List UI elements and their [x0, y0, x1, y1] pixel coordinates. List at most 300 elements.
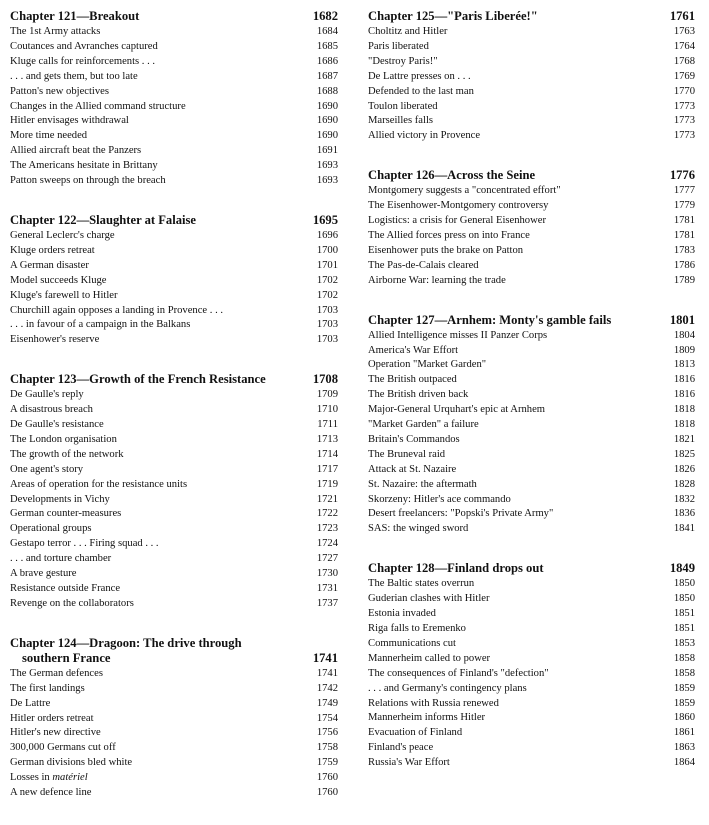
toc-entry	[368, 329, 695, 344]
toc-entry	[10, 597, 338, 612]
entry-page-number: 1858	[673, 667, 695, 679]
entry-text-part: Kluge's farewell to Hitler	[10, 289, 118, 301]
toc-entry	[10, 493, 338, 508]
entry-text-part: Desert freelancers: "Popski's Private Army"	[368, 508, 554, 520]
entry-page-number: 1756	[316, 727, 338, 739]
entry-text	[368, 652, 490, 667]
toc-entry	[10, 274, 338, 289]
toc-entry	[368, 493, 695, 508]
entry-text	[368, 493, 511, 508]
toc-entry	[10, 537, 338, 552]
chapter-title: Chapter 128—Finland drops out	[368, 561, 544, 576]
entry-page-number: 1859	[673, 697, 695, 709]
right-column	[368, 9, 695, 795]
toc-entry	[368, 697, 695, 712]
entry-page-number: 1764	[673, 40, 695, 52]
entry-text	[368, 129, 480, 144]
entry-text-part: Mannerheim informs Hitler	[368, 712, 486, 724]
entry-text	[368, 667, 549, 682]
toc-entry	[10, 174, 338, 189]
entry-text-part: Major-General Urquhart's epic at Arnhem	[368, 404, 546, 416]
entry-page-number: 1727	[316, 553, 338, 565]
entry-page-number: 1818	[673, 404, 695, 416]
entry-text	[10, 25, 100, 40]
chapter-title: Chapter 121—Breakout	[10, 9, 140, 23]
chapter-heading	[10, 9, 338, 24]
toc-entry	[368, 433, 695, 448]
entry-page-number: 1749	[316, 697, 338, 709]
chapter-page-number: 1761	[669, 9, 695, 23]
entry-text	[368, 756, 450, 771]
toc-entry	[368, 622, 695, 637]
entry-list	[10, 25, 338, 189]
entry-text	[368, 711, 485, 726]
entry-text-part: A new defence line	[10, 787, 92, 799]
entry-text-part: The German defences	[10, 667, 103, 679]
entry-text	[10, 667, 103, 682]
entry-text	[10, 712, 94, 727]
toc-entry	[10, 771, 338, 786]
entry-page-number: 1804	[673, 329, 695, 341]
entry-text	[10, 478, 187, 493]
entry-text-part: Gestapo terror . . . Firing squad . . .	[10, 538, 159, 550]
chapter-title: Chapter 123—Growth of the French Resistance	[10, 372, 266, 387]
toc-entry	[10, 567, 338, 582]
entry-page-number: 1690	[316, 115, 338, 127]
entry-text-part: The Allied forces press on into France	[368, 229, 530, 241]
chapter-title: Chapter 122—Slaughter at Falaise	[10, 212, 196, 227]
chapter-section	[368, 313, 695, 538]
toc-entry	[10, 448, 338, 463]
entry-text	[10, 552, 111, 567]
entry-text-part: The Bruneval raid	[368, 448, 446, 460]
entry-text-part: The 1st Army attacks	[10, 26, 101, 37]
entry-page-number: 1836	[673, 508, 695, 520]
entry-text	[10, 333, 99, 348]
toc-entry	[10, 229, 338, 244]
entry-text-part: St. Nazaire: the aftermath	[368, 478, 477, 490]
entry-page-number: 1742	[316, 682, 338, 694]
entry-text	[10, 85, 109, 100]
entry-text	[368, 259, 479, 274]
chapter-section	[368, 168, 695, 288]
entry-page-number: 1702	[316, 274, 338, 286]
entry-page-number: 1737	[316, 597, 338, 609]
toc-entry	[368, 448, 695, 463]
entry-text-part: . . . and gets them, but too late	[10, 70, 138, 82]
entry-page-number: 1828	[673, 478, 695, 490]
toc-entry	[368, 418, 695, 433]
entry-text	[10, 741, 116, 756]
toc-entry	[10, 70, 338, 85]
entry-text	[368, 463, 456, 478]
toc-entry	[368, 85, 695, 100]
entry-text-part: Toulon liberated	[368, 100, 438, 112]
entry-page-number: 1684	[316, 26, 338, 37]
entry-page-number: 1859	[673, 682, 695, 694]
entry-text	[368, 388, 468, 403]
entry-text-part: A German disaster	[10, 259, 89, 271]
entry-text	[368, 507, 553, 522]
entry-page-number: 1850	[673, 578, 695, 590]
chapter-heading	[10, 213, 338, 228]
toc-entry	[10, 304, 338, 319]
entry-page-number: 1685	[316, 40, 338, 52]
entry-page-number: 1809	[673, 344, 695, 356]
toc-entry	[10, 403, 338, 418]
entry-text-part: "Market Garden" a failure	[368, 419, 479, 431]
toc-entry	[368, 522, 695, 537]
toc-entry	[10, 55, 338, 70]
entry-text	[10, 259, 89, 274]
entry-page-number: 1700	[316, 244, 338, 256]
entry-text	[10, 55, 155, 70]
entry-text	[368, 229, 530, 244]
entry-text-part: Kluge orders retreat	[10, 244, 95, 256]
entry-page-number: 1703	[316, 334, 338, 346]
entry-text-part: Patton sweeps on through the breach	[10, 175, 166, 187]
toc-entry	[368, 741, 695, 756]
entry-text	[10, 174, 166, 189]
chapter-section	[10, 9, 338, 189]
entry-text	[10, 537, 159, 552]
toc-entry	[10, 433, 338, 448]
chapter-page-number: 1708	[312, 372, 338, 387]
entry-page-number: 1789	[673, 274, 695, 286]
toc-entry	[368, 229, 695, 244]
entry-text	[10, 388, 84, 403]
toc-entry	[10, 129, 338, 144]
entry-text-part: The first landings	[10, 682, 85, 694]
entry-text-part: Attack at St. Nazaire	[368, 463, 457, 475]
toc-entry	[368, 652, 695, 667]
entry-page-number: 1693	[316, 175, 338, 187]
chapter-section	[10, 213, 338, 348]
toc-entry	[10, 522, 338, 537]
entry-text	[368, 344, 458, 359]
entry-text	[368, 448, 445, 463]
entry-text-part: Riga falls to Eremenko	[368, 623, 466, 634]
entry-page-number: 1850	[673, 593, 695, 605]
chapter-page-number: 1695	[312, 212, 338, 227]
toc-entry	[10, 259, 338, 274]
toc-entry	[10, 333, 338, 348]
entry-text-part: Logistics: a crisis for General Eisenhower	[368, 215, 546, 227]
toc-entry	[10, 244, 338, 259]
entry-page-number: 1754	[316, 712, 338, 724]
toc-entry	[368, 25, 695, 40]
entry-text-part: German divisions bled white	[10, 757, 133, 769]
chapter-title: Chapter 127—Arnhem: Monty's gamble fails	[368, 312, 612, 327]
toc-entry	[368, 711, 695, 726]
entry-page-number: 1688	[316, 85, 338, 97]
entry-text	[368, 114, 433, 129]
toc-entry	[368, 184, 695, 199]
entry-page-number: 1826	[673, 463, 695, 475]
entry-page-number: 1691	[316, 145, 338, 157]
entry-text-part: The Baltic states overrun	[368, 578, 475, 590]
entry-page-number: 1696	[316, 229, 338, 241]
chapter-title-line: southern France	[22, 650, 111, 665]
entry-text	[368, 329, 547, 344]
toc-entry	[368, 592, 695, 607]
entry-text-part: De Gaulle's reply	[10, 389, 84, 401]
entry-page-number: 1768	[673, 55, 695, 67]
entry-text	[368, 199, 548, 214]
entry-text-part: The Eisenhower-Montgomery controversy	[368, 200, 549, 212]
entry-text-part: Skorzeny: Hitler's ace commando	[368, 493, 511, 505]
entry-list	[368, 329, 695, 538]
entry-page-number: 1730	[316, 568, 338, 580]
entry-text-part: Russia's War Effort	[368, 757, 450, 769]
entry-page-number: 1759	[316, 757, 338, 769]
entry-text	[10, 682, 85, 697]
chapter-section	[10, 372, 338, 612]
entry-text-part: Allied aircraft beat the Panzers	[10, 145, 142, 157]
toc-entry	[10, 726, 338, 741]
toc-entry	[368, 637, 695, 652]
entry-page-number: 1719	[316, 478, 338, 490]
entry-text-part: Allied victory in Provence	[368, 130, 481, 142]
chapter-heading	[10, 372, 338, 387]
toc-entry	[10, 418, 338, 433]
entry-text	[10, 493, 110, 508]
entry-text	[10, 229, 115, 244]
entry-text	[10, 507, 121, 522]
entry-page-number: 1686	[316, 55, 338, 67]
entry-text	[368, 741, 433, 756]
entry-text-part: One agent's story	[10, 463, 84, 475]
entry-text-part: Revenge on the collaborators	[10, 597, 134, 609]
entry-text	[368, 433, 460, 448]
toc-entry	[368, 403, 695, 418]
entry-text-part: Airborne War: learning the trade	[368, 274, 506, 286]
entry-text-part: German counter-measures	[10, 508, 122, 520]
entry-text-part: Britain's Commandos	[368, 433, 460, 445]
left-column	[10, 9, 338, 825]
entry-page-number: 1786	[673, 259, 695, 271]
entry-text-part: Areas of operation for the resistance units	[10, 478, 188, 490]
entry-text-part: Mannerheim called to power	[368, 652, 491, 664]
chapter-heading	[10, 636, 338, 666]
entry-text-part: More time needed	[10, 130, 88, 142]
toc-entry	[10, 85, 338, 100]
chapter-title: Chapter 125—"Paris Liberée!"	[368, 9, 538, 23]
entry-text-part: De Lattre	[10, 697, 51, 709]
entry-text	[368, 478, 477, 493]
chapter-page-number: 1741	[312, 650, 338, 665]
entry-text-part: The Americans hesitate in Brittany	[10, 160, 158, 172]
entry-text-part: Finland's peace	[368, 742, 434, 754]
entry-text	[368, 418, 479, 433]
entry-text	[10, 129, 87, 144]
entry-text	[368, 607, 436, 622]
entry-page-number: 1851	[673, 623, 695, 634]
entry-text-part: "Destroy Paris!"	[368, 55, 438, 67]
entry-page-number: 1864	[673, 757, 695, 769]
entry-page-number: 1713	[316, 433, 338, 445]
toc-entry	[368, 507, 695, 522]
toc-entry	[368, 726, 695, 741]
entry-text-part: Patton's new objectives	[10, 85, 110, 97]
entry-text-part: The London organisation	[10, 433, 117, 445]
entry-list	[10, 388, 338, 612]
toc-entry	[10, 667, 338, 682]
entry-text-part: . . . and Germany's contingency plans	[368, 682, 527, 694]
entry-text-part: Montgomery suggests a "concentrated effort"	[368, 185, 561, 197]
entry-text-part: Marseilles falls	[368, 115, 434, 127]
toc-entry	[10, 507, 338, 522]
entry-page-number: 1690	[316, 130, 338, 142]
entry-text	[368, 577, 474, 592]
entry-page-number: 1841	[673, 523, 695, 535]
chapter-section	[368, 9, 695, 144]
entry-text	[10, 114, 129, 129]
entry-text-part: America's War Effort	[368, 344, 459, 356]
entry-page-number: 1863	[673, 742, 695, 754]
entry-page-number: 1722	[316, 508, 338, 520]
toc-entry	[368, 344, 695, 359]
entry-text-part: Churchill again opposes a landing in Provence . . .	[10, 304, 224, 316]
entry-text	[368, 25, 447, 40]
entry-list	[368, 577, 695, 771]
entry-page-number: 1723	[316, 523, 338, 535]
toc-entry	[10, 741, 338, 756]
entry-text-part: Model succeeds Kluge	[10, 274, 107, 286]
entry-text	[10, 697, 50, 712]
entry-text	[10, 522, 92, 537]
entry-text	[368, 214, 546, 229]
entry-text	[368, 85, 474, 100]
toc-entry	[368, 259, 695, 274]
toc-entry	[368, 478, 695, 493]
entry-text-italic: matériel	[52, 772, 88, 784]
entry-text	[10, 318, 190, 333]
entry-list	[368, 184, 695, 288]
entry-page-number: 1714	[316, 448, 338, 460]
entry-text-part: Defended to the last man	[368, 85, 474, 97]
entry-page-number: 1770	[673, 85, 695, 97]
entry-text-part: Evacuation of Finland	[368, 727, 463, 739]
entry-text-part: Operational groups	[10, 523, 92, 535]
entry-text	[368, 637, 456, 652]
entry-page-number: 1773	[673, 100, 695, 112]
toc-entry	[10, 712, 338, 727]
chapter-page-number: 1849	[669, 561, 695, 576]
entry-text	[368, 184, 561, 199]
toc-entry	[10, 682, 338, 697]
toc-entry	[368, 244, 695, 259]
entry-page-number: 1818	[673, 419, 695, 431]
entry-text	[10, 567, 76, 582]
toc-entry	[368, 607, 695, 622]
toc-entry	[368, 756, 695, 771]
entry-text-part: Paris liberated	[368, 40, 429, 52]
entry-text-part: The growth of the network	[10, 448, 124, 460]
entry-text-part: De Gaulle's resistance	[10, 419, 104, 431]
entry-text-part: Changes in the Allied command structure	[10, 100, 186, 112]
entry-page-number: 1687	[316, 70, 338, 82]
toc-entry	[368, 682, 695, 697]
chapter-section	[10, 636, 338, 801]
entry-text-part: The consequences of Finland's "defection"	[368, 667, 549, 679]
entry-text-part: De Lattre presses on . . .	[368, 70, 471, 82]
entry-text	[368, 100, 438, 115]
toc-entry	[10, 159, 338, 174]
entry-text-part: The Pas-de-Calais cleared	[368, 259, 479, 271]
entry-page-number: 1702	[316, 289, 338, 301]
entry-text-part: Choltitz and Hitler	[368, 26, 448, 37]
toc-entry	[368, 40, 695, 55]
entry-text-part: Eisenhower puts the brake on Patton	[368, 244, 524, 256]
entry-page-number: 1760	[316, 772, 338, 784]
toc-entry	[10, 388, 338, 403]
entry-text	[10, 726, 101, 741]
entry-text	[368, 274, 506, 289]
entry-list	[10, 229, 338, 348]
toc-entry	[368, 129, 695, 144]
entry-page-number: 1816	[673, 389, 695, 401]
entry-text	[368, 622, 466, 637]
chapter-page-number: 1682	[312, 9, 338, 23]
toc-entry	[10, 756, 338, 771]
toc-entry	[368, 214, 695, 229]
entry-page-number: 1758	[316, 742, 338, 754]
entry-text	[10, 70, 138, 85]
entry-page-number: 1813	[673, 359, 695, 371]
entry-text-part: SAS: the winged sword	[368, 523, 469, 535]
toc-entry	[10, 463, 338, 478]
entry-text	[368, 403, 545, 418]
entry-page-number: 1731	[316, 583, 338, 594]
toc-entry	[10, 114, 338, 129]
entry-text	[10, 289, 118, 304]
entry-text	[10, 304, 223, 319]
toc-entry	[368, 463, 695, 478]
entry-page-number: 1693	[316, 160, 338, 172]
entry-text-part: Developments in Vichy	[10, 493, 110, 505]
entry-text	[10, 433, 117, 448]
entry-text	[10, 274, 107, 289]
entry-text	[10, 159, 158, 174]
toc-entry	[10, 289, 338, 304]
toc-entry	[368, 55, 695, 70]
entry-page-number: 1703	[316, 304, 338, 316]
entry-text	[10, 597, 134, 612]
toc-entry	[368, 577, 695, 592]
entry-page-number: 1773	[673, 115, 695, 127]
toc-entry	[368, 70, 695, 85]
toc-entry	[10, 478, 338, 493]
entry-page-number: 1724	[316, 538, 338, 550]
toc-entry	[10, 144, 338, 159]
entry-page-number: 1701	[316, 259, 338, 271]
entry-text	[10, 100, 186, 115]
chapter-heading-row	[10, 651, 338, 666]
toc-entry	[368, 274, 695, 289]
entry-page-number: 1781	[673, 215, 695, 227]
entry-page-number: 1717	[316, 463, 338, 475]
entry-page-number: 1769	[673, 70, 695, 82]
entry-text-part: Hitler's new directive	[10, 727, 101, 739]
chapter-page-number: 1776	[669, 168, 695, 183]
entry-text-part: General Leclerc's charge	[10, 229, 115, 241]
toc-entry	[368, 114, 695, 129]
entry-text-part: The British outpaced	[368, 374, 457, 386]
entry-text-part: Operation "Market Garden"	[368, 359, 487, 371]
entry-text	[10, 771, 88, 786]
entry-text-part: A brave gesture	[10, 568, 77, 580]
